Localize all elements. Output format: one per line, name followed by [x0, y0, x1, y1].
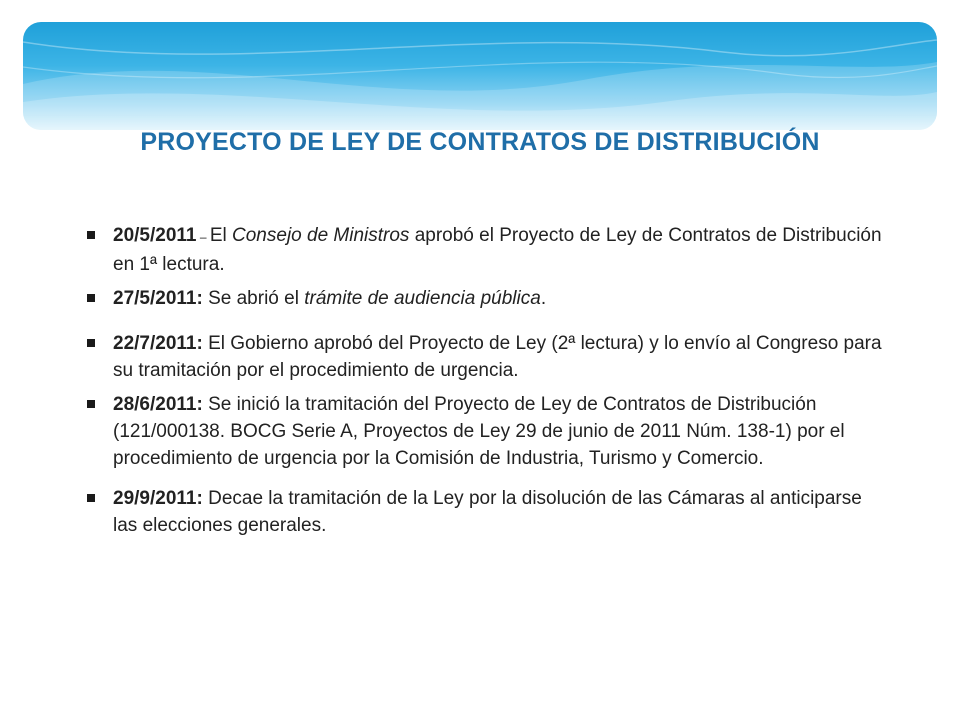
item-date: 28/6/2011: [113, 394, 203, 415]
banner-wave-decoration [23, 22, 937, 130]
item-text: Decae la tramitación de la Ley por la disolución de las Cámaras al anticiparse las elecciones generales. [113, 488, 862, 536]
timeline-list [86, 222, 886, 539]
timeline-item [86, 485, 886, 539]
item-date: 22/7/2011: [113, 333, 203, 354]
item-emphasis: Consejo de Ministros [232, 225, 410, 246]
timeline-item [86, 285, 886, 312]
square-bullet-icon [87, 231, 95, 239]
square-bullet-icon [87, 339, 95, 347]
timeline-item [86, 391, 886, 472]
header-banner [23, 22, 937, 130]
item-text: Se abrió el [202, 288, 305, 309]
item-date: 27/5/2011: [113, 288, 203, 309]
item-date: 29/9/2011: [113, 488, 203, 509]
timeline-item [86, 330, 886, 384]
item-text: aprobó el Proyecto de Ley de Contratos de Distribución en 1ª lectura. [113, 225, 882, 275]
square-bullet-icon [87, 294, 95, 302]
slide-title: PROYECTO DE LEY DE CONTRATOS DE DISTRIBUCIÓN [140, 128, 820, 156]
square-bullet-icon [87, 494, 95, 502]
item-date: 20/5/2011 [113, 225, 197, 246]
item-text: El Gobierno aprobó del Proyecto de Ley (2ª lectura) y lo envío al Congreso para su tramitación por el procedimiento de urgencia. [113, 333, 882, 381]
item-text: Se inició la tramitación del Proyecto de Ley de Contratos de Distribución (121/000138. BOCG Serie A, Proyectos de Ley 29 de junio de 2011 Núm. 138-1) por el procedimiento de urgencia por la Comisión de Industria, Turismo y Comercio. [113, 394, 845, 469]
item-text: El [209, 225, 233, 246]
square-bullet-icon [87, 400, 95, 408]
item-text: . [540, 288, 547, 309]
item-separator: – [196, 230, 210, 244]
timeline-item [86, 222, 886, 278]
item-emphasis: trámite de audiencia pública [304, 288, 541, 309]
